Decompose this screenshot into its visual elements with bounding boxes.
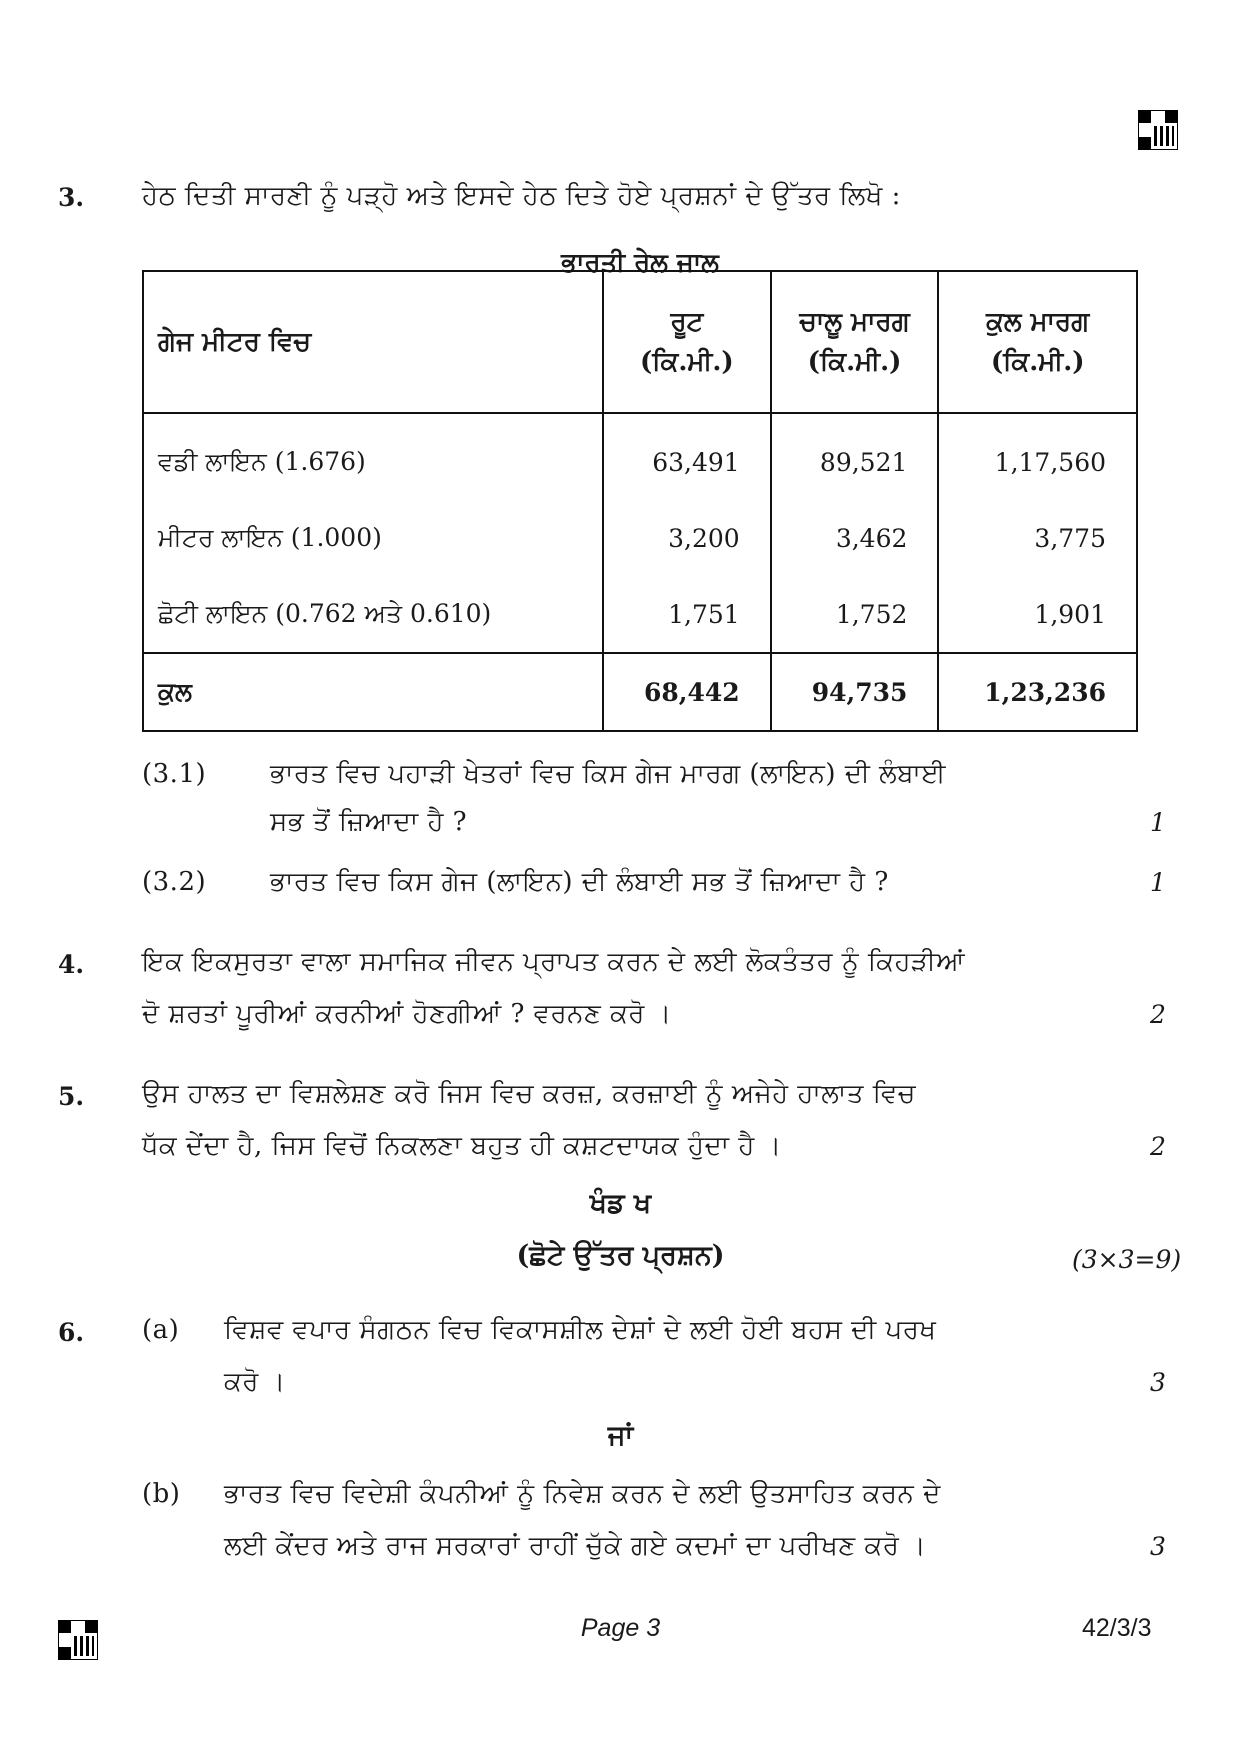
rail-network-table — [142, 270, 1138, 732]
q6-b-line2: ਲਈ ਕੇਂਦਰ ਅਤੇ ਰਾਜ ਸਰਕਾਰਾਂ ਰਾਹੀਂ ਚੁੱਕੇ ਗਏ ਕਦਮਾਂ ਦਾ ਪਰੀਖਣ ਕਰੋ । — [224, 1531, 927, 1561]
total-running: 94,735 — [771, 653, 939, 731]
header-route: ਰੂਟ (ਕਿ.ਮੀ.) — [603, 271, 771, 413]
section-subtitle: (ਛੋਟੇ ਉੱਤਰ ਪ੍ਰਸ਼ਨ) — [516, 1240, 725, 1271]
row-total: 3,775 — [938, 500, 1137, 576]
q3-1-number: (3.1) — [142, 759, 207, 789]
q5-line2: ਧੱਕ ਦੇਂਦਾ ਹੈ, ਜਿਸ ਵਿਚੋਂ ਨਿਕਲਣਾ ਬਹੁਤ ਹੀ ਕਸ਼ਟਦਾਯਕ ਹੁੰਦਾ ਹੈ । — [142, 1131, 782, 1161]
section-marks: (3×3=9) — [1072, 1245, 1182, 1274]
row-gauge: ਵਡੀ ਲਾਇਨ (1.676) — [143, 413, 603, 500]
table-row — [143, 576, 1137, 653]
table-total-row — [143, 653, 1137, 731]
row-running: 1,752 — [771, 576, 939, 653]
q3-text: ਹੇਠ ਦਿਤੀ ਸਾਰਣੀ ਨੂੰ ਪੜ੍ਹੋ ਅਤੇ ਇਸਦੇ ਹੇਠ ਦਿਤੇ ਹੋਏ ਪ੍ਰਸ਼ਨਾਂ ਦੇ ਉੱਤਰ ਲਿਖੋ : — [142, 181, 901, 211]
q3-2-number: (3.2) — [142, 867, 207, 897]
header-total-track: ਕੁਲ ਮਾਰਗ (ਕਿ.ਮੀ.) — [938, 271, 1137, 413]
q5-marks: 2 — [1150, 1132, 1166, 1161]
q4-number: 4. — [58, 950, 85, 979]
row-gauge: ਛੋਟੀ ਲਾਇਨ (0.762 ਅਤੇ 0.610) — [143, 576, 603, 653]
table-title: ਭਾਰਤੀ ਰੇਲ ਜਾਲ — [561, 248, 719, 278]
section-title: ਖੰਡ ਖ — [589, 1188, 652, 1219]
q4-marks: 2 — [1150, 1000, 1166, 1029]
q5-line1: ਉਸ ਹਾਲਤ ਦਾ ਵਿਸ਼ਲੇਸ਼ਣ ਕਰੋ ਜਿਸ ਵਿਚ ਕਰਜ਼, ਕਰਜ਼ਾਈ ਨੂੰ ਅਜੇਹੇ ਹਾਲਾਤ ਵਿਚ — [142, 1079, 916, 1109]
row-route: 1,751 — [603, 576, 771, 653]
q3-number: 3. — [58, 183, 85, 212]
or-label: ਜਾਂ — [607, 1420, 634, 1451]
q3-2-marks: 1 — [1150, 868, 1166, 897]
q3-1-line2: ਸਭ ਤੋਂ ਜ਼ਿਆਦਾ ਹੈ ? — [270, 807, 468, 837]
paper-code: 42/3/3 — [1082, 1614, 1152, 1642]
row-route: 63,491 — [603, 413, 771, 500]
q4-line2: ਦੋ ਸ਼ਰਤਾਂ ਪੂਰੀਆਂ ਕਰਨੀਆਂ ਹੋਣਗੀਆਂ ? ਵਰਨਣ ਕਰੋ । — [142, 999, 672, 1029]
header-running-track: ਚਾਲੂ ਮਾਰਗ (ਕਿ.ਮੀ.) — [771, 271, 939, 413]
row-running: 89,521 — [771, 413, 939, 500]
page-number: Page 3 — [580, 1614, 661, 1642]
q6-a-label: (a) — [142, 1315, 180, 1345]
total-track: 1,23,236 — [938, 653, 1137, 731]
table-row — [143, 500, 1137, 576]
row-route: 3,200 — [603, 500, 771, 576]
q6-a-marks: 3 — [1150, 1368, 1166, 1397]
q6-b-line1: ਭਾਰਤ ਵਿਚ ਵਿਦੇਸ਼ੀ ਕੰਪਨੀਆਂ ਨੂੰ ਨਿਵੇਸ਼ ਕਰਨ ਦੇ ਲਈ ਉਤਸਾਹਿਤ ਕਰਨ ਦੇ — [224, 1479, 941, 1509]
q6-b-marks: 3 — [1150, 1532, 1166, 1561]
row-gauge: ਮੀਟਰ ਲਾਇਨ (1.000) — [143, 500, 603, 576]
row-total: 1,901 — [938, 576, 1137, 653]
q6-number: 6. — [58, 1318, 85, 1347]
total-route: 68,442 — [603, 653, 771, 731]
row-running: 3,462 — [771, 500, 939, 576]
q5-number: 5. — [58, 1082, 85, 1111]
table-row — [143, 413, 1137, 500]
q3-1-line1: ਭਾਰਤ ਵਿਚ ਪਹਾੜੀ ਖੇਤਰਾਂ ਵਿਚ ਕਿਸ ਗੇਜ ਮਾਰਗ (ਲਾਇਨ) ਦੀ ਲੰਬਾਈ — [270, 759, 947, 789]
q6-a-line2: ਕਰੋ । — [224, 1367, 286, 1397]
q3-1-marks: 1 — [1150, 808, 1166, 837]
total-label: ਕੁਲ — [143, 653, 603, 731]
q4-line1: ਇਕ ਇਕਸੁਰਤਾ ਵਾਲਾ ਸਮਾਜਿਕ ਜੀਵਨ ਪ੍ਰਾਪਤ ਕਰਨ ਦੇ ਲਈ ਲੋਕਤੰਤਰ ਨੂੰ ਕਿਹੜੀਆਂ — [142, 947, 966, 977]
row-total: 1,17,560 — [938, 413, 1137, 500]
q6-a-line1: ਵਿਸ਼ਵ ਵਪਾਰ ਸੰਗਠਨ ਵਿਚ ਵਿਕਾਸਸ਼ੀਲ ਦੇਸ਼ਾਂ ਦੇ ਲਈ ਹੋਈ ਬਹਸ ਦੀ ਪਰਖ — [224, 1315, 937, 1345]
header-gauge: ਗੇਜ ਮੀਟਰ ਵਿਚ — [143, 271, 603, 413]
q6-b-label: (b) — [142, 1479, 181, 1509]
qr-code-top — [1138, 110, 1178, 150]
q3-2-line1: ਭਾਰਤ ਵਿਚ ਕਿਸ ਗੇਜ (ਲਾਇਨ) ਦੀ ਲੰਬਾਈ ਸਭ ਤੋਂ ਜ਼ਿਆਦਾ ਹੈ ? — [270, 867, 889, 897]
